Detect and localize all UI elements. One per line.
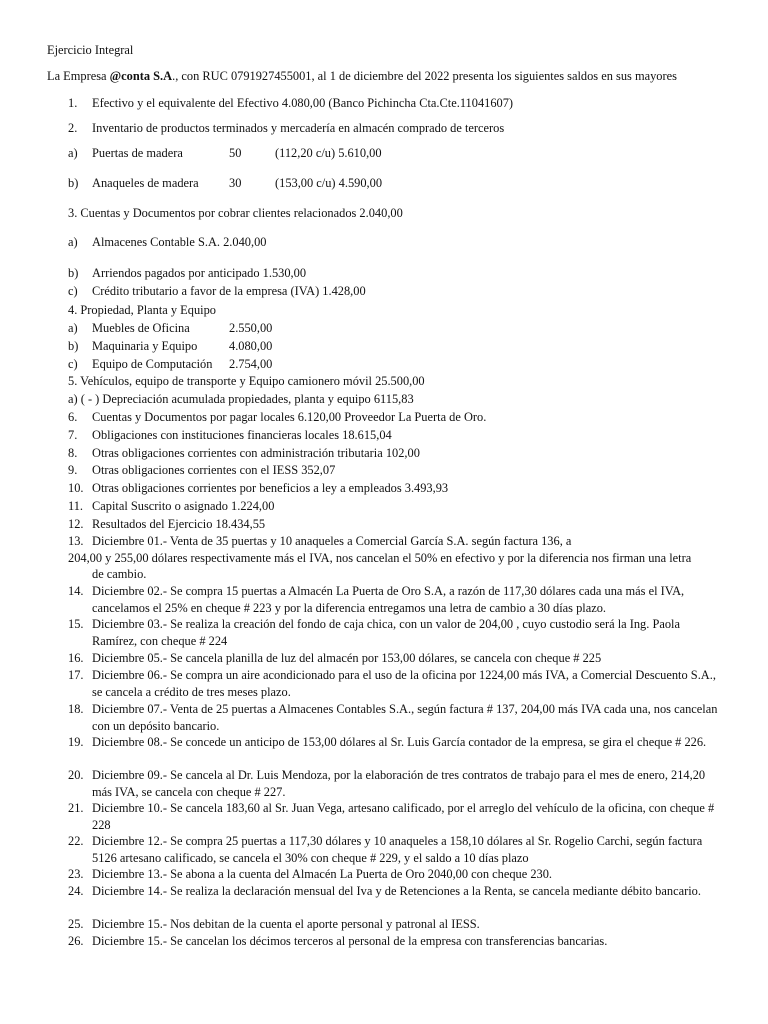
list-item: a) ( - ) Depreciación acumulada propiedades, planta y equipo 6115,83 <box>68 392 414 406</box>
intro-paragraph <box>47 68 748 85</box>
section-heading: 4. Propiedad, Planta y Equipo <box>68 303 216 317</box>
document-title: Ejercicio Integral <box>47 43 134 57</box>
list-item-continuation: de cambio. <box>92 567 147 581</box>
company-name: @conta S.A <box>109 69 173 83</box>
intro-post: ., con RUC 0791927455001, al 1 de diciembre del 2022 presenta los siguientes saldos en sus mayores <box>172 69 677 83</box>
section-heading: 5. Vehículos, equipo de transporte y Equipo camionero móvil 25.500,00 <box>68 374 425 388</box>
intro-pre: La Empresa <box>47 69 110 83</box>
list-item-continuation: 204,00 y 255,00 dólares respectivamente más el IVA, nos cancelan el 50% en efectivo y por la diferencia nos firman una letra <box>68 551 692 565</box>
section-heading: 3. Cuentas y Documentos por cobrar clientes relacionados 2.040,00 <box>68 206 403 220</box>
document-page: Ejercicio Integral La Empresa @conta S.A., con RUC 0791927455001, al 1 de diciembre del 2022 presenta los siguientes saldos en sus mayores 1. Efectivo y el equivalente del Efectivo 4.080,00 (Banco Pichincha Cta.Cte.11041607) 2. Inventario de productos terminados y mercadería en almacén comprado de terceros a) Puertas de madera 50 (112,20 c/u) 5.610,00 b) Anaqueles de madera 30 (153,00 c/u) 4.590,00 3. Cuentas y Documentos por cobrar clientes relacionados 2.040,00 a) Almacenes Contable S.A. 2.040,00 b) Arriendos pagados por anticipado 1.530,00 c) Crédito tributario a favor de la empresa (IVA) 1.428,00 4. Propiedad, Planta y Equipo a) Muebles de Oficina 2.550,00 b) Maquinaria y Equipo 4.080,00 c) Equipo de Computación 2.754,00 5. Vehículos, equipo de transporte y Equipo camionero móvil 25.500,00 a) ( - ) Depreciación acumulada propiedades, planta y equipo 6115,83 6. Cuentas y Documentos por pagar locales 6.120,00 Proveedor La Puerta de Oro. 7. Obligaciones con instituciones financieras locales 18.615,04 8. Otras obligaciones corrientes con administración tributaria 102,00 9. Otras obligaciones corrientes con el IESS 352,07 10. Otras obligaciones corrientes por beneficios a ley a empleados 3.493,93 11. Capital Suscrito o asignado 1.224,00 12. Resultados del Ejercicio 18.434,55 13. Diciembre 01.- Venta de 35 puertas y 10 anaqueles a Comercial García S.A. según factura 136, a 204,00 y 255,00 dólares respectivamente más el IVA, nos cancelan el 50% en efectivo y por la diferencia nos firman una letra de cambio. 14. Diciembre 02.- Se compra 15 puertas a Almacén La Puerta de Oro S.A, a razón de 117,30 dólares cada una más el IVA, cancelamos el 25% en cheque # 223 y por la diferencia entregamos una letra de cambio a 30 días plazo. 15. Diciembre 03.- Se realiza la creación del fondo de caja chica, con un valor de 204,00 , cuyo custodio será la Ing. Paola Ramírez, con cheque # 224 16. Diciembre 05.- Se cancela planilla de luz del almacén por 153,00 dólares, se cancela con cheque # 225 17. Diciembre 06.- Se compra un aire acondicionado para el uso de la oficina por 1224,00 más IVA, a Comercial Descuento S.A., se cancela a crédito de tres meses plazo. 18. Diciembre 07.- Venta de 25 puertas a Almacenes Contables S.A., según factura # 137, 204,00 más IVA cada una, nos cancelan con un depósito bancario. 19. Diciembre 08.- Se concede un anticipo de 153,00 dólares al Sr. Luis García contador de la empresa, se gira el cheque # 226. 20. Diciembre 09.- Se cancela al Dr. Luis Mendoza, por la elaboración de tres contratos de trabajo para el mes de enero, 214,20 más IVA, se cancela con cheque # 227. 21. Diciembre 10.- Se cancela 183,60 al Sr. Juan Vega, artesano calificado, por el arreglo del vehículo de la oficina, con cheque # 228 22. Diciembre 12.- Se compra 25 puertas a 117,30 dólares y 10 anaqueles a 158,10 dólares al Sr. Rogelio Carchi, según factura 5126 artesano calificado, se cancela el 30% con cheque # 229, y el saldo a 10 días plazo 23. Diciembre 13.- Se abona a la cuenta del Almacén La Puerta de Oro 2040,00 con cheque 230. 24. Diciembre 14.- Se realiza la declaración mensual del Iva y de Retenciones a la Renta, se cancela mediante débito bancario. 25. Diciembre 15.- Nos debitan de la cuenta el aporte personal y patronal al IESS. 26. Diciembre 15.- Se cancelan los décimos terceros al personal de la empresa con transferencias bancarias. <box>0 0 768 1024</box>
